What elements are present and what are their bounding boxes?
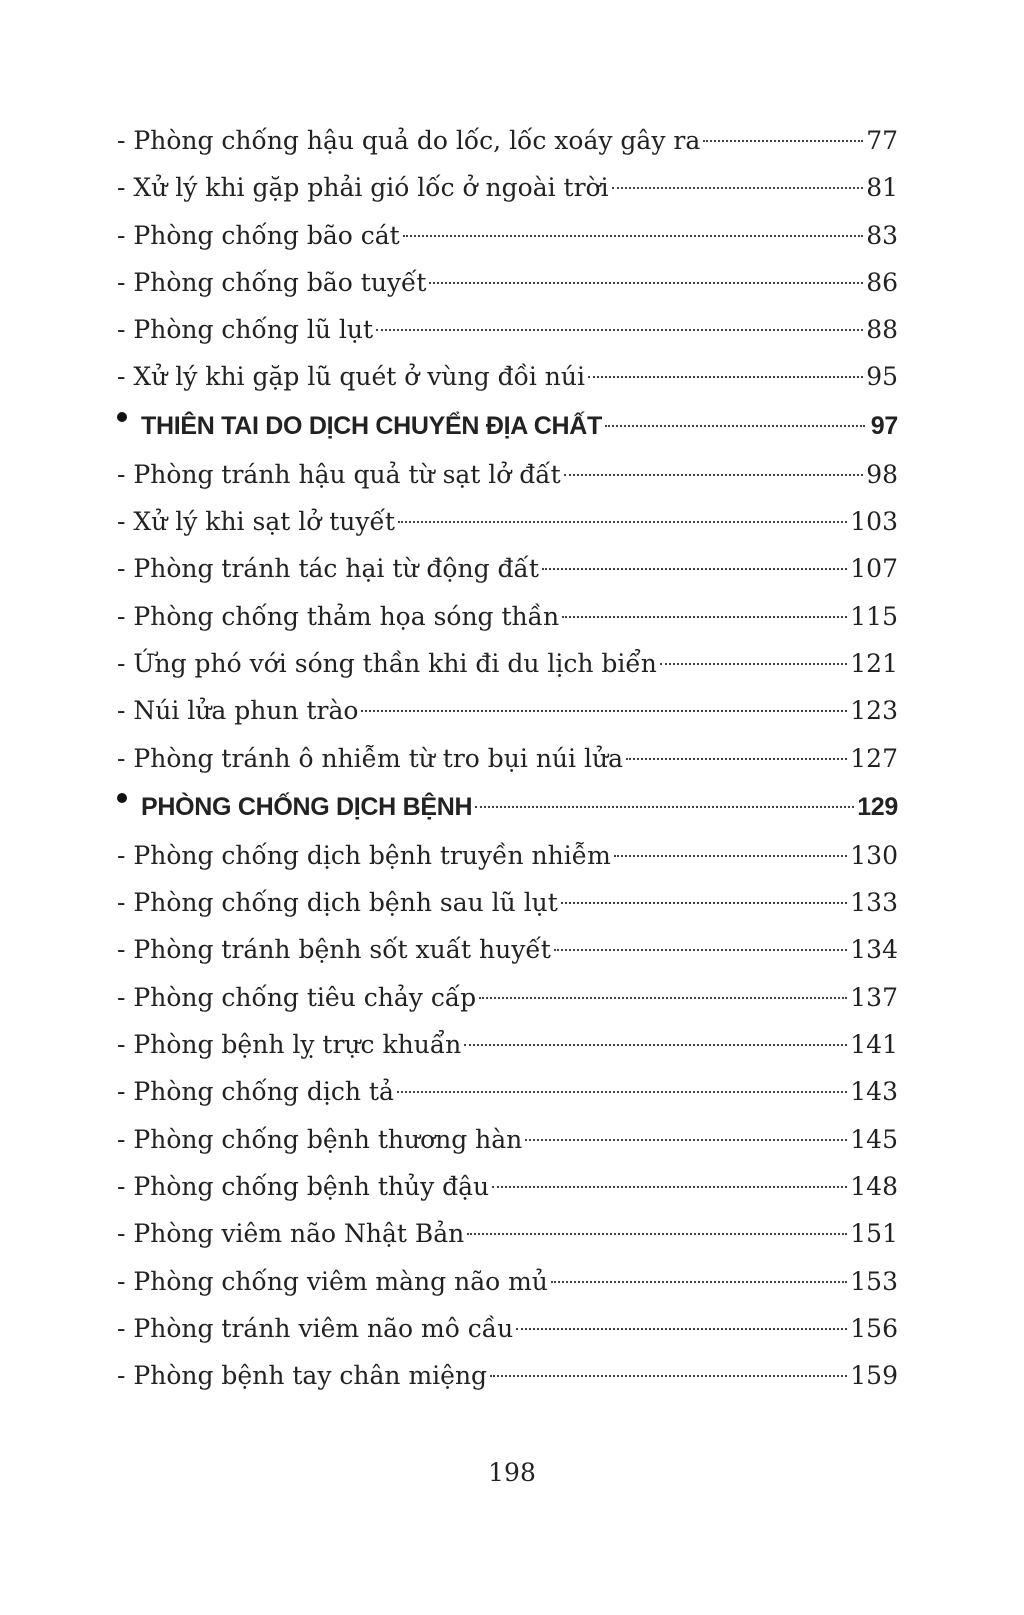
toc-entry-page: 134 [850, 935, 898, 965]
toc-entry [117, 259, 898, 306]
toc-entry-label: - Xử lý khi gặp phải gió lốc ở ngoài trời [117, 173, 609, 203]
dot-leader [554, 949, 847, 951]
toc-entry [117, 1068, 898, 1115]
toc-entry [117, 1258, 898, 1305]
toc-entry-label: - Phòng bệnh lỵ trực khuẩn [117, 1030, 462, 1060]
toc-entry [117, 1305, 898, 1352]
toc-entry [117, 879, 898, 926]
toc-entry-label: THIÊN TAI DO DỊCH CHUYỂN ĐỊA CHẤT [141, 411, 602, 440]
toc-entry-label: - Phòng chống bão tuyết [117, 267, 427, 297]
toc-entry-label: - Phòng chống dịch bệnh sau lũ lụt [117, 888, 558, 918]
toc-entry-label: - Xử lý khi sạt lở tuyết [117, 507, 395, 537]
toc-entry-label: - Phòng chống hậu quả do lốc, lốc xoáy gây ra [117, 126, 701, 155]
toc-entry [117, 306, 898, 353]
toc-entry-page: 145 [850, 1124, 898, 1154]
dot-leader [612, 187, 864, 189]
toc-entry-label: - Phòng tránh hậu quả từ sạt lở đất [117, 459, 561, 489]
toc-entry-page: 121 [850, 648, 898, 678]
dot-leader [703, 140, 863, 142]
dot-leader [429, 282, 863, 284]
dot-leader [490, 1375, 847, 1377]
toc-entry [117, 545, 898, 592]
dot-leader [516, 1328, 847, 1330]
toc-entry-label: - Phòng chống viêm màng não mủ [117, 1266, 548, 1296]
toc-entry [117, 1021, 898, 1068]
toc-entry-page: 141 [850, 1030, 898, 1060]
dot-leader [660, 663, 847, 665]
toc-entry-page: 130 [850, 840, 898, 870]
toc-entry-page: 107 [850, 554, 898, 584]
dot-leader [397, 1091, 847, 1093]
toc-entry-page: 88 [866, 315, 898, 345]
toc-entry-page: 81 [866, 173, 898, 203]
toc-entry-page: 103 [850, 507, 898, 537]
toc-entry-label: - Phòng chống tiêu chảy cấp [117, 982, 477, 1012]
toc-entry-page: 143 [850, 1077, 898, 1107]
dot-leader [403, 235, 863, 237]
toc-entry [117, 164, 898, 211]
toc-entry-page: 77 [866, 126, 898, 155]
toc-entry-label: - Phòng chống dịch tả [117, 1077, 394, 1107]
dot-leader [376, 329, 863, 331]
toc-entry-page: 95 [866, 362, 898, 392]
toc-entry-page: 86 [866, 267, 898, 297]
toc-entry-label: PHÒNG CHỐNG DỊCH BỆNH [141, 792, 473, 821]
toc-entry-page: 156 [850, 1313, 898, 1343]
toc-entry-label: - Phòng tránh tác hại từ động đất [117, 554, 539, 584]
toc-entry-page: 159 [850, 1361, 898, 1391]
toc-entry-label: - Phòng bệnh tay chân miệng [117, 1361, 488, 1391]
toc-entry-label: - Ứng phó với sóng thần khi đi du lịch biển [117, 648, 657, 678]
toc-entry [117, 1210, 898, 1257]
toc-entry [117, 735, 898, 782]
toc-entry-label: - Phòng viêm não Nhật Bản [117, 1219, 465, 1249]
toc-entry [117, 451, 898, 498]
toc-entry [117, 974, 898, 1021]
toc-entry-page: 98 [866, 459, 898, 489]
toc-entry-page: 97 [870, 411, 898, 440]
dot-leader [475, 806, 854, 808]
toc-entry-page: 115 [850, 601, 898, 631]
toc-entry-label: - Phòng chống lũ lụt [117, 315, 374, 345]
toc-entry-label: - Phòng chống dịch bệnh truyền nhiễm [117, 840, 611, 870]
toc-entry-page: 129 [857, 792, 898, 821]
dot-leader [525, 1139, 847, 1141]
dot-leader [626, 758, 847, 760]
toc-entry-label: - Núi lửa phun trào [117, 696, 359, 726]
toc-entry-label: - Phòng chống bệnh thủy đậu [117, 1171, 490, 1201]
dot-leader [605, 425, 865, 427]
toc-entry [117, 498, 898, 545]
dot-leader [479, 997, 847, 999]
toc-entry [117, 640, 898, 687]
toc-entry [117, 926, 898, 973]
toc-entry [117, 117, 898, 164]
dot-leader [562, 616, 847, 618]
dot-leader [542, 568, 847, 570]
bullet-icon [117, 412, 127, 422]
toc-entry [117, 687, 898, 734]
toc-entry [117, 593, 898, 640]
toc-entry [117, 353, 898, 400]
toc-entry-label: - Phòng tránh bệnh sốt xuất huyết [117, 935, 551, 965]
dot-leader [492, 1186, 847, 1188]
toc-entry-label: - Phòng chống bệnh thương hàn [117, 1124, 523, 1154]
dot-leader [588, 376, 863, 378]
dot-leader [561, 902, 847, 904]
page-number: 198 [488, 1458, 536, 1487]
toc-entry-label: - Xử lý khi gặp lũ quét ở vùng đồi núi [117, 362, 586, 392]
dot-leader [551, 1281, 847, 1283]
dot-leader [467, 1233, 847, 1235]
toc-entry-label: - Phòng chống bão cát [117, 220, 400, 250]
toc-entry-page: 153 [850, 1266, 898, 1296]
bullet-icon [117, 793, 127, 803]
toc-section-heading [117, 782, 898, 832]
toc-entry-page: 148 [850, 1171, 898, 1201]
toc-entry [117, 1116, 898, 1163]
dot-leader [464, 1044, 847, 1046]
toc-entry-page: 127 [850, 743, 898, 773]
toc-entry-label: - Phòng tránh viêm não mô cầu [117, 1313, 514, 1343]
toc-entry-page: 137 [850, 982, 898, 1012]
toc-entry-page: 83 [866, 220, 898, 250]
toc-entry-page: 133 [850, 888, 898, 918]
table-of-contents [117, 117, 898, 1399]
dot-leader [398, 521, 847, 523]
toc-entry [117, 212, 898, 259]
toc-entry [117, 1163, 898, 1210]
toc-entry-label: - Phòng chống thảm họa sóng thần [117, 601, 560, 631]
dot-leader [614, 855, 847, 857]
toc-entry-page: 123 [850, 696, 898, 726]
toc-entry [117, 832, 898, 879]
toc-entry [117, 1352, 898, 1399]
toc-section-heading [117, 401, 898, 451]
toc-entry-page: 151 [850, 1219, 898, 1249]
toc-entry-label: - Phòng tránh ô nhiễm từ tro bụi núi lửa [117, 743, 623, 773]
dot-leader [564, 474, 864, 476]
dot-leader [361, 710, 847, 712]
